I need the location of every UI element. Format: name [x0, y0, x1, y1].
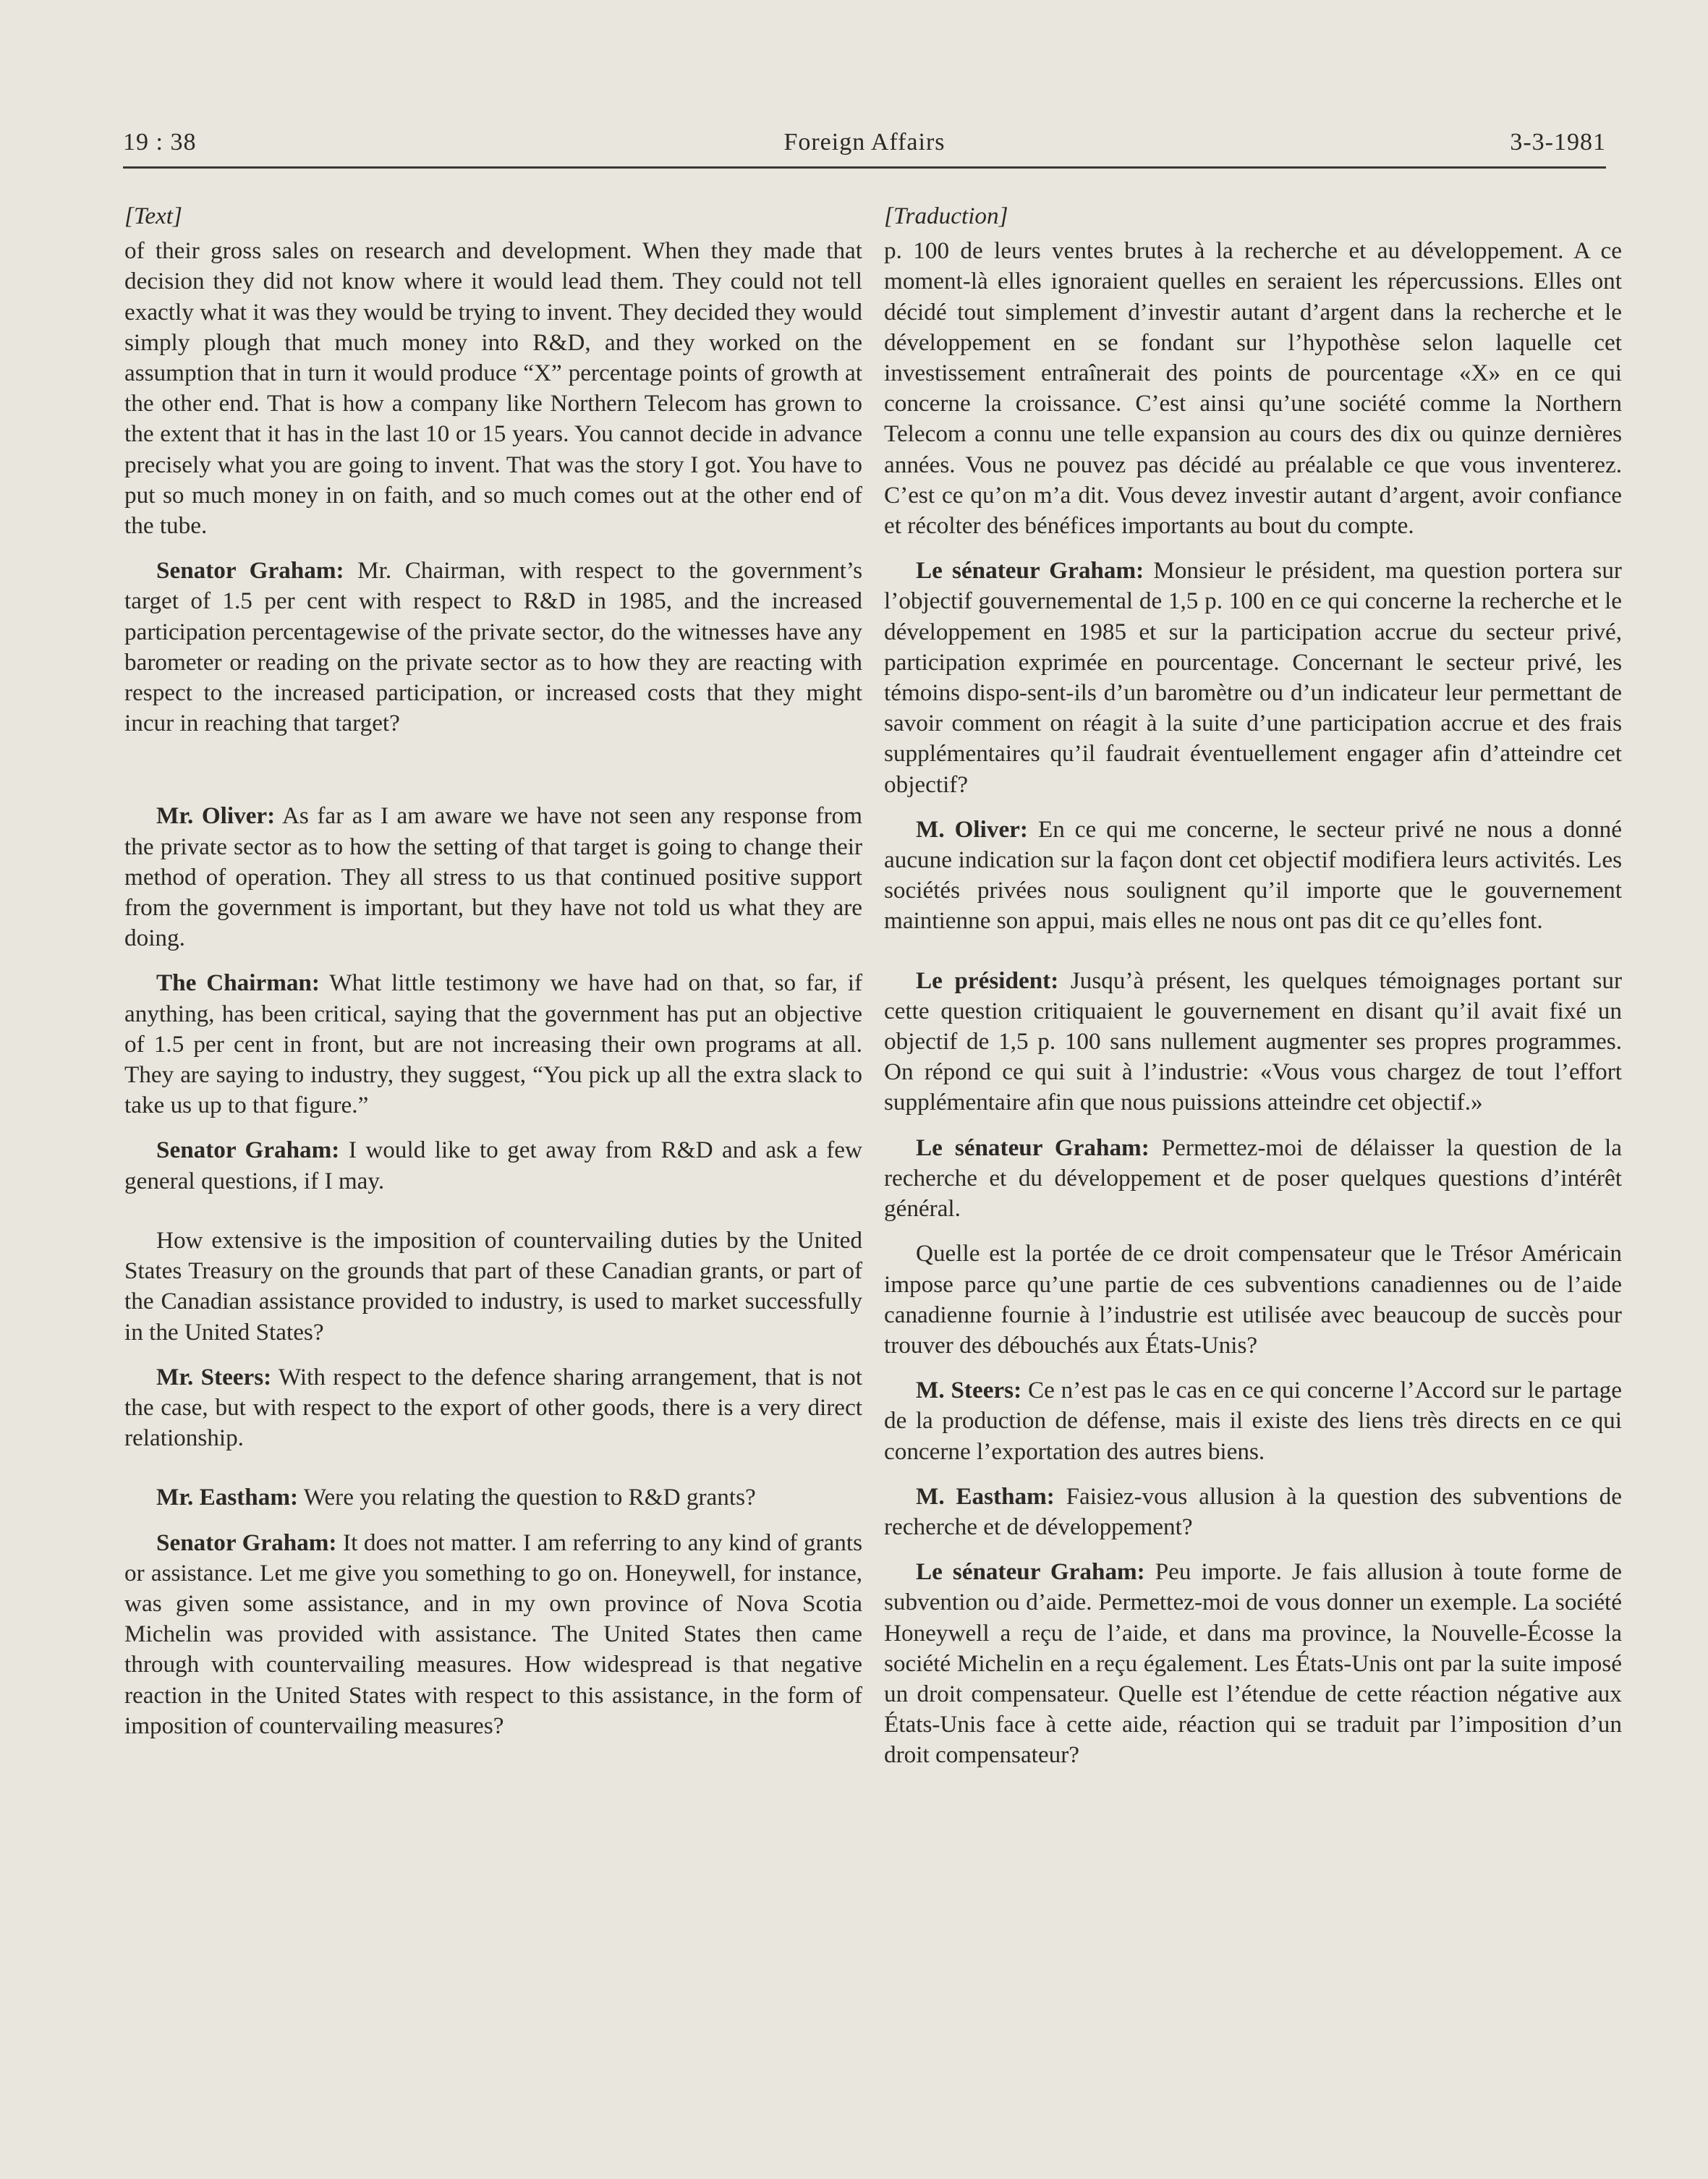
speaker-name: Mr. Eastham: — [156, 1484, 299, 1511]
speech — [884, 1557, 1622, 1770]
paragraph — [124, 236, 862, 541]
speaker-name: Senator Graham: — [156, 1529, 337, 1556]
speaker-name: Senator Graham: — [156, 557, 344, 585]
speaker-name: M. Oliver: — [916, 815, 1028, 843]
speech — [124, 1135, 862, 1196]
french-column — [884, 201, 1622, 1771]
speech-text: En ce qui me concerne, le secteur privé ne nous a donné aucune indication sur la façon dont cet objectif modifiera leurs activités. Les sociétés privées nous soulignent qu’il importe que le gouvernement maintienne son appui, mais elles ne nous ont pas dit ce qu’elles font. — [884, 815, 1622, 935]
speech-text: Mr. Chairman, with respect to the government’s target of 1.5 per cent with respect to R&D in 1985, and the increased participation percentagewise of the private sector, do the witnesses have any barometer or reading on the private sector as to how they are reacting with respect to the increased participation, or increased costs that they might incur in reaching that target? — [124, 557, 862, 737]
speech-text: I would like to get away from R&D and ask a few general questions, if I may. — [124, 1137, 863, 1194]
speech-text: Permettez-moi de délaisser la question de la recherche et du développement et de poser quelques questions d’intérêt général. — [884, 1134, 1622, 1223]
speaker-name: Le président: — [916, 967, 1059, 994]
speech — [124, 556, 862, 739]
speech-text: Faisiez-vous allusion à la question des subventions de recherche et de développement? — [884, 1482, 1622, 1540]
page-date: 3-3-1981 — [1510, 129, 1606, 156]
speech-text: Jusqu’à présent, les quelques témoignages portant sur cette question critiquaient le gouvernement en disant qu’il avait fixé un objectif de 1,5 p. 100 sans nullement augmenter ses propres programmes. On répond ce qui suit à l’industrie: «Vous vous chargez de tout l’effort supplémentaire afin que nous puissions atteindre cet objectif.» — [884, 967, 1623, 1116]
speaker-name: Senator Graham: — [156, 1137, 340, 1164]
speaker-name: Mr. Steers: — [156, 1363, 272, 1390]
speech — [124, 1482, 862, 1513]
page-title: Foreign Affairs — [783, 129, 946, 156]
paragraph-text: of their gross sales on research and development. When they made that decision they did not know where it would lead them. They could not tell exactly what it was they would be trying to invent. They decided they would simply plough that much money into R&D, and they worked on the assumption that in turn it would produce “X” percentage points of growth at the other end. That is how a company like Northern Telecom has grown to the extent that it has in the last 10 or 15 years. You cannot decide in advance precisely what you are going to invent. That was the story I got. You have to put so much money in on faith, and so much comes out at the other end of the tube. — [124, 237, 862, 540]
speech-text: It does not matter. I am referring to any kind of grants or assistance. Let me give you something to go on. Honeywell, for instance, was given some assistance, and in my own province of Nova Scotia Michelin was provided with assistance. The United States then came through with countervailing measures. How widespread is that negative reaction in the United States with respect to this assistance, in the form of imposition of countervailing measures? — [124, 1529, 863, 1739]
speech — [884, 1375, 1622, 1467]
speech-text: As far as I am aware we have not seen any response from the private sector as to how the setting of that target is going to change their method of operation. They all stress to us that continued positive support from the government is important, but they have not told us what they are doing. — [124, 802, 862, 952]
speaker-name: The Chairman: — [156, 969, 320, 997]
speech-text: Peu importe. Je fais allusion à toute forme de subvention ou d’aide. Permettez-moi de vous donner un exemple. La société Honeywell a reçu de l’aide, et dans ma province, la Nouvelle-Écosse la société Michelin en a reçu également. Les États-Unis ont par la suite imposé un droit compensateur. Quelle est l’étendue de cette réaction négative aux États-Unis face à cette aide, réaction qui se traduit par l’imposition d’un droit compensateur? — [884, 1558, 1623, 1769]
english-column — [124, 201, 862, 1741]
speech-text: What little testimony we have had on that, so far, if anything, has been critical, saying that the government has put an objective of 1.5 per cent in front, but are not increasing their own programs at all. They are saying to industry, they suggest, “You pick up all the extra slack to take us up to that figure.” — [124, 969, 863, 1119]
speech — [124, 968, 862, 1121]
paragraph-text: Quelle est la portée de ce droit compensateur que le Trésor Américain impose parce qu’une partie de ces subventions canadiennes ou de l’aide canadienne fournie à l’industrie est utilisée avec beaucoup de succès pour trouver des débouchés aux États-Unis? — [884, 1240, 1622, 1359]
speech — [124, 1362, 862, 1454]
speaker-name: Le sénateur Graham: — [916, 1134, 1150, 1161]
speech — [884, 815, 1622, 937]
speech — [884, 1482, 1622, 1542]
speech — [884, 556, 1622, 800]
language-label: [Text] — [124, 203, 182, 229]
speech-text: Were you relating the question to R&D grants? — [303, 1484, 756, 1511]
speaker-name: Mr. Oliver: — [156, 802, 276, 830]
speech-text: With respect to the defence sharing arrangement, that is not the case, but with respect to the export of other goods, there is a very direct relationship. — [124, 1363, 862, 1452]
header-rule — [123, 166, 1606, 169]
speech — [884, 966, 1622, 1118]
paragraph — [124, 1226, 862, 1348]
page-header — [123, 123, 1606, 166]
paragraph — [884, 1239, 1622, 1361]
speaker-name: Le sénateur Graham: — [916, 1558, 1145, 1586]
speech — [884, 1133, 1622, 1225]
paragraph-text: How extensive is the imposition of countervailing duties by the United States Treasury on the grounds that part of these Canadian grants, or part of the Canadian assistance provided to industry, is used to market successfully in the United States? — [124, 1226, 862, 1346]
language-label: [Traduction] — [884, 203, 1008, 229]
paragraph-text: p. 100 de leurs ventes brutes à la recherche et au développement. A ce moment-là elles ignoraient quelles en seraient les répercussions. Elles ont décidé tout simplement d’investir autant d’argent dans la recherche et le développement en se fondant sur l’hypothèse selon laquelle cet investissement entraînerait des points de pourcentage «X» en ce qui concerne la croissance. C’est ainsi qu’une société comme la Northern Telecom a connu une telle expansion au cours des dix ou quinze dernières années. Vous ne pouvez pas décidé au préalable ce que vous inventerez. C’est ce qu’on m’a dit. Vous devez investir autant d’argent, avoir confiance et récolter des bénéfices importants au bout du compte. — [884, 237, 1622, 540]
speech — [124, 801, 862, 953]
speech — [124, 1528, 862, 1741]
speaker-name: M. Steers: — [916, 1377, 1022, 1404]
speech-text: Monsieur le président, ma question portera sur l’objectif gouvernemental de 1,5 p. 100 en ce qui concerne la recherche et le développement en 1985 et sur la participation accrue du secteur privé, participation exprimée en pourcentage. Concernant le secteur privé, les témoins dispo-sent-ils d’un baromètre ou d’un indicateur leur permettant de savoir comment on réagit à la suite d’une participation accrue et des frais supplémentaires qu’il faudrait éventuellement engager afin d’atteindre cet objectif? — [884, 557, 1622, 798]
speech-text: Ce n’est pas le cas en ce qui concerne l’Accord sur le partage de la production de défense, mais il existe des liens très directs en ce qui concerne l’exportation des autres biens. — [884, 1377, 1622, 1465]
page-reference: 19 : 38 — [123, 129, 197, 156]
paragraph — [884, 236, 1622, 541]
speaker-name: Le sénateur Graham: — [916, 557, 1144, 585]
speaker-name: M. Eastham: — [916, 1482, 1055, 1510]
